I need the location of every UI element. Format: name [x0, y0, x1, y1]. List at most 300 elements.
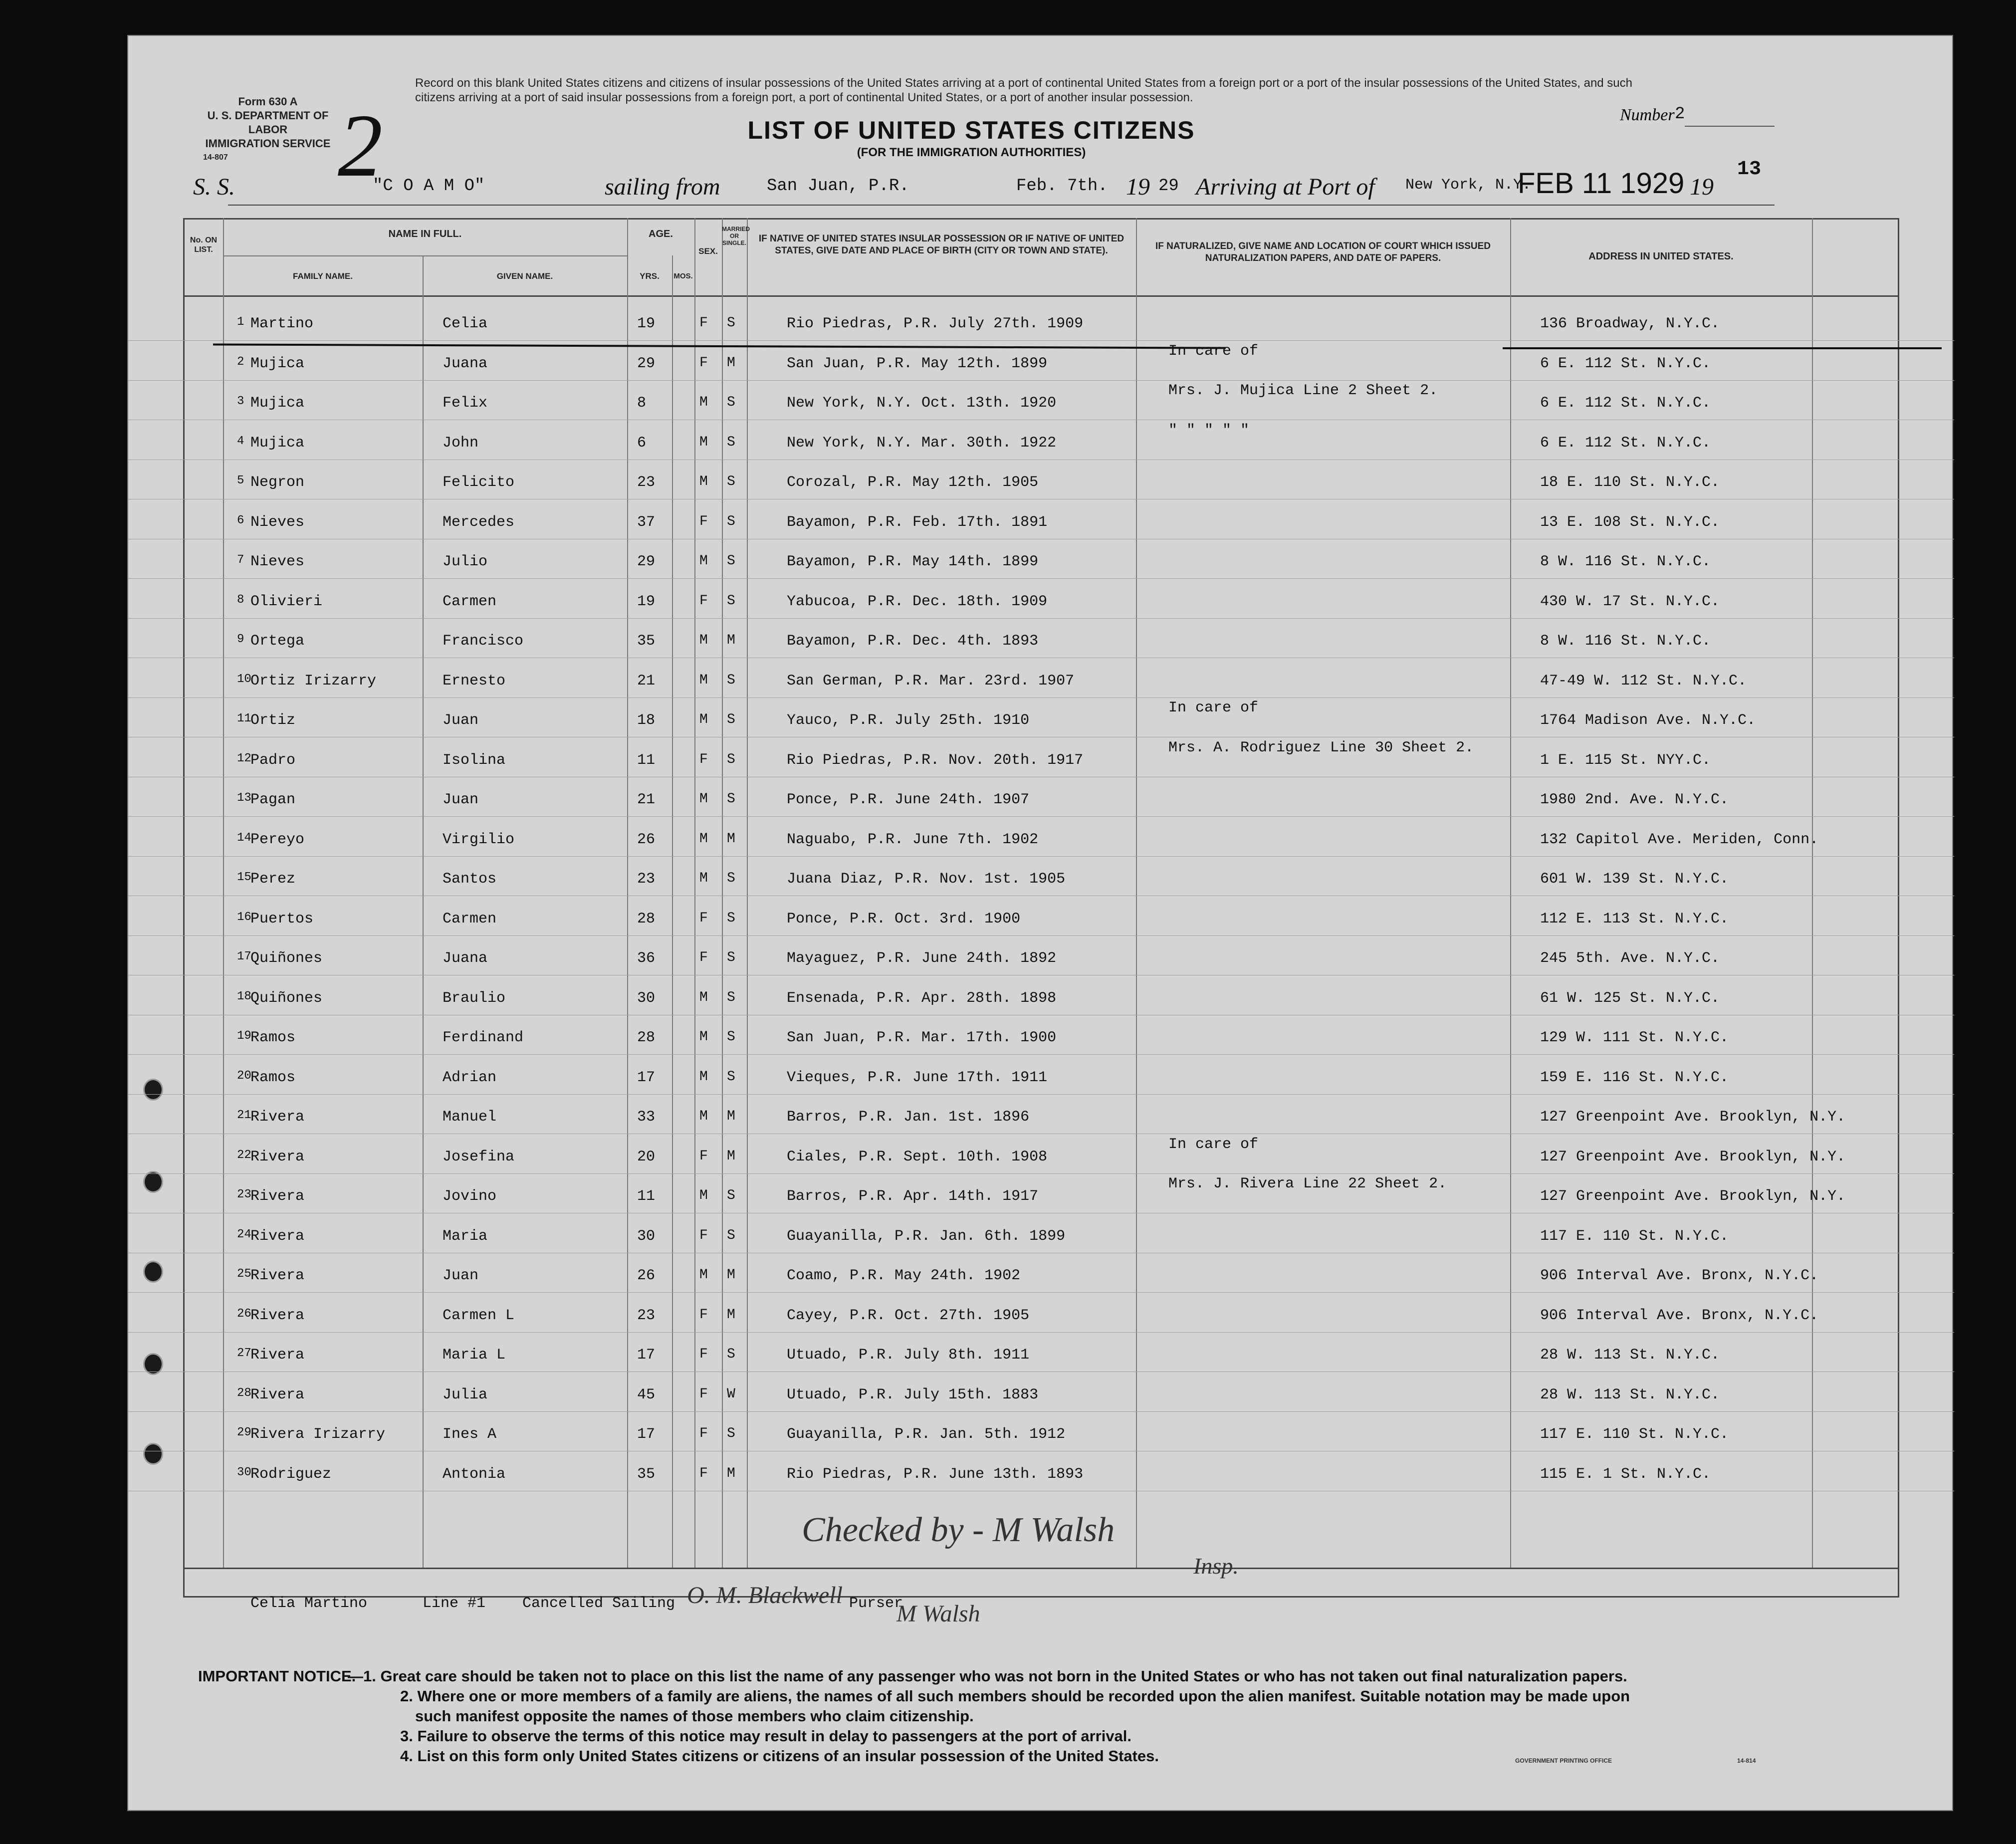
- row-age: 35: [637, 1465, 656, 1483]
- sailing-from-label: sailing from: [605, 174, 720, 200]
- row-family-name: Ortiz Irizarry: [250, 672, 377, 690]
- row-given-name: Isolina: [443, 751, 506, 769]
- row-birth: Corozal, P.R. May 12th. 1905: [787, 474, 1039, 491]
- row-given-name: Francisco: [443, 633, 524, 650]
- row-sex: F: [699, 910, 708, 926]
- punch-hole: [143, 1079, 163, 1101]
- row-no: 16: [237, 910, 251, 924]
- purser-initials: M Walsh: [896, 1601, 980, 1627]
- row-rule: [128, 1411, 1954, 1412]
- row-birth: Utuado, P.R. July 15th. 1883: [787, 1386, 1039, 1403]
- row-marital-status: S: [727, 395, 735, 410]
- row-family-name: Rivera: [250, 1227, 305, 1245]
- row-sex: M: [699, 1109, 708, 1124]
- cancel-line: Line #1: [423, 1595, 486, 1612]
- row-family-name: Ramos: [250, 1069, 296, 1086]
- row-address: 1764 Madison Ave. N.Y.C.: [1540, 712, 1756, 729]
- row-marital-status: S: [727, 553, 735, 569]
- row-given-name: Juan: [443, 712, 479, 729]
- row-given-name: Braulio: [443, 989, 506, 1007]
- row-marital-status: W: [727, 1386, 735, 1402]
- row-sex: M: [699, 831, 708, 847]
- row-marital-status: M: [727, 1148, 735, 1164]
- header-birth: IF NATIVE OF UNITED STATES INSULAR POSSESSION OR IF NATIVE OF UNITED STATES, GIVE DATE AND PLACE OF BIRTH (CITY OR TOWN AND STATE).: [758, 233, 1124, 256]
- row-rule: [128, 1332, 1954, 1333]
- row-sex: M: [699, 1188, 708, 1203]
- row-marital-status: S: [727, 1188, 735, 1203]
- row-no: 13: [237, 791, 251, 805]
- row-given-name: Jovino: [443, 1188, 497, 1205]
- row-sex: F: [699, 593, 708, 609]
- row-family-name: Rivera: [250, 1386, 305, 1403]
- form-code: 14-807: [203, 153, 228, 162]
- row-sex: F: [699, 315, 708, 331]
- row-address: 117 E. 110 St. N.Y.C.: [1540, 1426, 1729, 1443]
- checked-by-annotation: Checked by - M Walsh: [802, 1511, 1115, 1549]
- row-address: 47-49 W. 112 St. N.Y.C.: [1540, 672, 1747, 690]
- row-age: 8: [637, 395, 647, 412]
- header-mos: MOS.: [673, 272, 693, 280]
- row-sex: F: [699, 1426, 708, 1441]
- row-sex: F: [699, 950, 708, 965]
- row-no: 3: [237, 395, 244, 408]
- row-family-name: Rivera: [250, 1188, 305, 1205]
- row-sex: M: [699, 871, 708, 886]
- row-birth: Vieques, P.R. June 17th. 1911: [787, 1069, 1048, 1086]
- row-age: 26: [637, 831, 656, 848]
- page-title: LIST OF UNITED STATES CITIZENS: [747, 116, 1195, 144]
- row-marital-status: S: [727, 989, 735, 1005]
- row-no: 28: [237, 1386, 251, 1400]
- row-given-name: Juana: [443, 950, 488, 967]
- printer-code: 14-814: [1737, 1757, 1756, 1764]
- header-given-name: GIVEN NAME.: [496, 271, 553, 281]
- col-line: [694, 218, 695, 1568]
- row-family-name: Martino: [250, 315, 314, 332]
- row-birth: Guayanilla, P.R. Jan. 5th. 1912: [787, 1426, 1066, 1443]
- row-age: 17: [637, 1347, 656, 1364]
- row-no: 15: [237, 871, 251, 884]
- notice-2: 2. Where one or more members of a family are aliens, the names of all such members should be recorded upon the alien manifest. Suitable notation may be made upon: [400, 1687, 1630, 1705]
- row-sex: F: [699, 1148, 708, 1164]
- header-naturalized: IF NATURALIZED, GIVE NAME AND LOCATION OF COURT WHICH ISSUED NATURALIZATION PAPERS, AND DATE OF PAPERS.: [1155, 241, 1491, 263]
- row-rule: [128, 1054, 1954, 1055]
- row-age: 28: [637, 1029, 656, 1046]
- header-yrs: YRS.: [640, 271, 660, 281]
- row-address: 1980 2nd. Ave. N.Y.C.: [1540, 791, 1729, 808]
- row-sex: M: [699, 474, 708, 489]
- row-no: 25: [237, 1267, 251, 1281]
- row-marital-status: S: [727, 1426, 735, 1441]
- row-birth: Ponce, P.R. Oct. 3rd. 1900: [787, 910, 1021, 927]
- row-family-name: Mujica: [250, 395, 305, 412]
- row-address: 18 E. 110 St. N.Y.C.: [1540, 474, 1720, 491]
- row-birth: Barros, P.R. Apr. 14th. 1917: [787, 1188, 1039, 1205]
- row-age: 28: [637, 910, 656, 927]
- row-marital-status: S: [727, 672, 735, 688]
- row-given-name: Felicito: [443, 474, 515, 491]
- row-birth: Utuado, P.R. July 8th. 1911: [787, 1347, 1030, 1364]
- row-age: 23: [637, 474, 656, 491]
- row-birth: Coamo, P.R. May 24th. 1902: [787, 1267, 1021, 1284]
- row-marital-status: S: [727, 910, 735, 926]
- row-rule: [128, 816, 1954, 817]
- row-family-name: Pereyo: [250, 831, 305, 848]
- row-marital-status: S: [727, 791, 735, 807]
- row-marital-status: S: [727, 712, 735, 727]
- row-rule: [128, 380, 1954, 381]
- row-naturalization: Mrs. J. Rivera Line 22 Sheet 2.: [1168, 1175, 1447, 1192]
- row-address: 6 E. 112 St. N.Y.C.: [1540, 395, 1711, 412]
- row-sex: F: [699, 1347, 708, 1362]
- row-no: 8: [237, 593, 244, 607]
- notice-2-cont: such manifest opposite the names of those members who claim citizenship.: [415, 1707, 974, 1725]
- row-no: 30: [237, 1465, 251, 1479]
- row-sex: M: [699, 1069, 708, 1085]
- row-sex: F: [699, 513, 708, 529]
- row-sex: M: [699, 1029, 708, 1045]
- row-marital-status: M: [727, 355, 735, 371]
- row-family-name: Rivera: [250, 1109, 305, 1126]
- arrival-date-stamp: FEB 11 1929: [1518, 167, 1685, 200]
- row-address: 136 Broadway, N.Y.C.: [1540, 315, 1720, 332]
- notice-1: —1. Great care should be taken not to place on this list the name of any passenger who was not born in the United States or who has not taken out final naturalization papers.: [348, 1667, 1627, 1685]
- row-no: 24: [237, 1227, 251, 1241]
- row-no: 9: [237, 633, 244, 646]
- row-given-name: Felix: [443, 395, 488, 412]
- row-given-name: Carmen L: [443, 1307, 515, 1324]
- row-given-name: Josefina: [443, 1148, 515, 1165]
- row-given-name: Ferdinand: [443, 1029, 524, 1046]
- header-married-single: MARRIED OR SINGLE.: [722, 226, 750, 246]
- row-age: 18: [637, 712, 656, 729]
- row-no: 12: [237, 751, 251, 765]
- row-address: 6 E. 112 St. N.Y.C.: [1540, 434, 1711, 452]
- row-age: 29: [637, 553, 656, 570]
- col-line: [747, 218, 748, 1568]
- row-sex: F: [699, 1307, 708, 1323]
- row-given-name: Santos: [443, 871, 497, 888]
- punch-hole: [143, 1443, 163, 1465]
- row-marital-status: S: [727, 871, 735, 886]
- row-age: 36: [637, 950, 656, 967]
- row-birth: Bayamon, P.R. May 14th. 1899: [787, 553, 1039, 570]
- row-address: 127 Greenpoint Ave. Brooklyn, N.Y.: [1540, 1148, 1846, 1165]
- row-birth: San German, P.R. Mar. 23rd. 1907: [787, 672, 1075, 690]
- sailing-date: Feb. 7th.: [1016, 177, 1108, 196]
- row-address: 906 Interval Ave. Bronx, N.Y.C.: [1540, 1267, 1819, 1284]
- row-address: 601 W. 139 St. N.Y.C.: [1540, 871, 1729, 888]
- row-birth: Guayanilla, P.R. Jan. 6th. 1899: [787, 1227, 1066, 1245]
- row-age: 37: [637, 513, 656, 531]
- row-sex: F: [699, 1227, 708, 1243]
- row-birth: Yauco, P.R. July 25th. 1910: [787, 712, 1030, 729]
- punch-hole: [143, 1261, 163, 1283]
- row-naturalization: " " " " ": [1168, 422, 1250, 439]
- ss-label: S. S.: [193, 174, 235, 200]
- manifest-sheet: [127, 35, 1953, 1811]
- row-family-name: Ramos: [250, 1029, 296, 1046]
- header-name-in-full: NAME IN FULL.: [388, 229, 462, 239]
- row-birth: Rio Piedras, P.R. Nov. 20th. 1917: [787, 751, 1084, 769]
- notice-title: IMPORTANT NOTICE.: [198, 1667, 356, 1685]
- row-marital-status: S: [727, 474, 735, 489]
- row-family-name: Rivera: [250, 1307, 305, 1324]
- row-marital-status: S: [727, 1347, 735, 1362]
- row-given-name: Adrian: [443, 1069, 497, 1086]
- row-given-name: Juan: [443, 1267, 479, 1284]
- row-age: 45: [637, 1386, 656, 1403]
- row-given-name: Juan: [443, 791, 479, 808]
- row-age: 30: [637, 989, 656, 1007]
- number-value: 2: [1675, 105, 1685, 124]
- row-no: 5: [237, 474, 244, 487]
- row-rule: [128, 340, 1954, 341]
- row-given-name: Julia: [443, 1386, 488, 1403]
- purser-signature: O. M. Blackwell: [687, 1582, 843, 1609]
- row-family-name: Ortega: [250, 633, 305, 650]
- row-address: 129 W. 111 St. N.Y.C.: [1540, 1029, 1729, 1046]
- col-line: [423, 255, 424, 1568]
- row-no: 14: [237, 831, 251, 845]
- row-birth: New York, N.Y. Oct. 13th. 1920: [787, 395, 1057, 412]
- col-line: [1136, 218, 1137, 1568]
- row-address: 28 W. 113 St. N.Y.C.: [1540, 1347, 1720, 1364]
- row-birth: Naguabo, P.R. June 7th. 1902: [787, 831, 1039, 848]
- row-no: 4: [237, 434, 244, 448]
- row-sex: M: [699, 633, 708, 648]
- row-address: 117 E. 110 St. N.Y.C.: [1540, 1227, 1729, 1245]
- year-prefix: 19: [1126, 174, 1150, 200]
- ship-name: "C O A M O": [373, 177, 485, 196]
- row-naturalization: In care of: [1168, 699, 1259, 716]
- row-no: 11: [237, 712, 251, 725]
- header-no: No. ON LIST.: [190, 236, 218, 254]
- row-naturalization: Mrs. A. Rodriguez Line 30 Sheet 2.: [1168, 739, 1474, 756]
- row-given-name: Ines A: [443, 1426, 497, 1443]
- row-sex: M: [699, 791, 708, 807]
- row-rule: [128, 1292, 1954, 1293]
- from-port: San Juan, P.R.: [767, 177, 909, 196]
- row-birth: Ensenada, P.R. Apr. 28th. 1898: [787, 989, 1057, 1007]
- row-age: 30: [637, 1227, 656, 1245]
- row-age: 19: [637, 593, 656, 610]
- row-rule: [128, 618, 1954, 619]
- arriving-label: Arriving at Port of: [1196, 174, 1375, 200]
- row-family-name: Rivera: [250, 1148, 305, 1165]
- row-given-name: John: [443, 434, 479, 452]
- row-marital-status: S: [727, 950, 735, 965]
- department: U. S. DEPARTMENT OF LABOR: [207, 109, 329, 136]
- service: IMMIGRATION SERVICE: [205, 137, 331, 150]
- row-marital-status: S: [727, 1227, 735, 1243]
- row-address: 127 Greenpoint Ave. Brooklyn, N.Y.: [1540, 1109, 1846, 1126]
- row-sex: F: [699, 355, 708, 371]
- header-divider: [183, 295, 1899, 297]
- row-age: 20: [637, 1148, 656, 1165]
- row-naturalization: In care of: [1168, 1136, 1259, 1153]
- row-given-name: Julio: [443, 553, 488, 570]
- row-marital-status: S: [727, 1069, 735, 1085]
- footer-divider: [183, 1568, 1899, 1569]
- row-birth: Yabucoa, P.R. Dec. 18th. 1909: [787, 593, 1048, 610]
- arrival-port: New York, N.Y.: [1405, 177, 1532, 194]
- row-family-name: Rodriguez: [250, 1465, 332, 1483]
- row-age: 23: [637, 871, 656, 888]
- row-naturalization: Mrs. J. Mujica Line 2 Sheet 2.: [1168, 382, 1438, 399]
- notice-4: 4. List on this form only United States citizens or citizens of an insular possession of the United States.: [400, 1747, 1159, 1765]
- row-no: 20: [237, 1069, 251, 1083]
- row-no: 7: [237, 553, 244, 567]
- row-age: 21: [637, 791, 656, 808]
- punch-hole: [143, 1171, 163, 1193]
- sailing-year: 29: [1158, 177, 1179, 196]
- row-age: 33: [637, 1109, 656, 1126]
- printer-credit: GOVERNMENT PRINTING OFFICE: [1515, 1757, 1612, 1764]
- row-no: 10: [237, 672, 251, 686]
- row-marital-status: S: [727, 513, 735, 529]
- row-marital-status: M: [727, 633, 735, 648]
- row-given-name: Antonia: [443, 1465, 506, 1483]
- row-sex: M: [699, 712, 708, 727]
- row-address: 8 W. 116 St. N.Y.C.: [1540, 553, 1711, 570]
- col-line: [672, 255, 673, 1568]
- purser-label: Purser: [849, 1595, 903, 1612]
- row-sex: M: [699, 1267, 708, 1283]
- row-rule: [128, 935, 1954, 936]
- row-no: 23: [237, 1188, 251, 1201]
- row-sex: F: [699, 751, 708, 767]
- row-no: 17: [237, 950, 251, 963]
- row-no: 22: [237, 1148, 251, 1162]
- number-label: Number: [1620, 106, 1675, 124]
- row-birth: Ponce, P.R. June 24th. 1907: [787, 791, 1030, 808]
- row-age: 21: [637, 672, 656, 690]
- row-birth: San Juan, P.R. Mar. 17th. 1900: [787, 1029, 1057, 1046]
- row-age: 35: [637, 633, 656, 650]
- row-given-name: Maria: [443, 1227, 488, 1245]
- row-given-name: Juana: [443, 355, 488, 372]
- col-line: [223, 218, 224, 1568]
- row-birth: Barros, P.R. Jan. 1st. 1896: [787, 1109, 1030, 1126]
- row-sex: M: [699, 672, 708, 688]
- row-family-name: Perez: [250, 871, 296, 888]
- row-family-name: Rivera: [250, 1347, 305, 1364]
- row-address: 245 5th. Ave. N.Y.C.: [1540, 950, 1720, 967]
- row-family-name: Olivieri: [250, 593, 323, 610]
- row-no: 21: [237, 1109, 251, 1122]
- name-subheader-line: [223, 255, 627, 256]
- row-family-name: Quiñones: [250, 950, 323, 967]
- header-sex: SEX.: [698, 246, 718, 256]
- row-marital-status: S: [727, 434, 735, 450]
- row-address: 127 Greenpoint Ave. Brooklyn, N.Y.: [1540, 1188, 1846, 1205]
- row-address: 430 W. 17 St. N.Y.C.: [1540, 593, 1720, 610]
- voyage-underline: [228, 205, 1775, 206]
- row-family-name: Rivera: [250, 1267, 305, 1284]
- row-no: 27: [237, 1347, 251, 1360]
- row-marital-status: M: [727, 1307, 735, 1323]
- row-no: 29: [237, 1426, 251, 1439]
- row-birth: Mayaguez, P.R. June 24th. 1892: [787, 950, 1057, 967]
- number-underline: [1685, 126, 1775, 127]
- row-family-name: Padro: [250, 751, 296, 769]
- row-rule: [128, 578, 1954, 579]
- row-address: 906 Interval Ave. Bronx, N.Y.C.: [1540, 1307, 1819, 1324]
- notice-3: 3. Failure to observe the terms of this notice may result in delay to passengers at the port of arrival.: [400, 1727, 1132, 1745]
- row-family-name: Quiñones: [250, 989, 323, 1007]
- row-age: 11: [637, 751, 656, 769]
- row-sex: M: [699, 434, 708, 450]
- row-birth: Ciales, P.R. Sept. 10th. 1908: [787, 1148, 1048, 1165]
- row-marital-status: S: [727, 751, 735, 767]
- row-birth: Bayamon, P.R. Dec. 4th. 1893: [787, 633, 1039, 650]
- row-address: 61 W. 125 St. N.Y.C.: [1540, 989, 1720, 1007]
- row-address: 8 W. 116 St. N.Y.C.: [1540, 633, 1711, 650]
- form-id-block: [203, 95, 333, 165]
- header-family-name: FAMILY NAME.: [293, 271, 353, 281]
- row-address: 159 E. 116 St. N.Y.C.: [1540, 1069, 1729, 1086]
- row-family-name: Puertos: [250, 910, 314, 927]
- row-marital-status: M: [727, 1267, 735, 1283]
- header-address: ADDRESS IN UNITED STATES.: [1588, 251, 1734, 262]
- row-birth: Cayey, P.R. Oct. 27th. 1905: [787, 1307, 1030, 1324]
- sheet-number: 13: [1737, 158, 1762, 181]
- row-age: 23: [637, 1307, 656, 1324]
- row-address: 115 E. 1 St. N.Y.C.: [1540, 1465, 1711, 1483]
- row-sex: F: [699, 1465, 708, 1481]
- header-age: AGE.: [649, 229, 673, 239]
- row-rule: [128, 1173, 1954, 1174]
- row-rule: [128, 856, 1954, 857]
- row-marital-status: M: [727, 1109, 735, 1124]
- row-address: 13 E. 108 St. N.Y.C.: [1540, 513, 1720, 531]
- row-marital-status: M: [727, 831, 735, 847]
- row-family-name: Nieves: [250, 513, 305, 531]
- row-address: 112 E. 113 St. N.Y.C.: [1540, 910, 1729, 927]
- row-marital-status: S: [727, 315, 735, 331]
- row-rule: [128, 697, 1954, 698]
- row-age: 19: [637, 315, 656, 332]
- row-birth: Juana Diaz, P.R. Nov. 1st. 1905: [787, 871, 1066, 888]
- row-age: 6: [637, 434, 647, 452]
- row-no: 1: [237, 315, 244, 329]
- row-given-name: Mercedes: [443, 513, 515, 531]
- row-given-name: Maria L: [443, 1347, 506, 1364]
- row-no: 19: [237, 1029, 251, 1043]
- row-given-name: Manuel: [443, 1109, 497, 1126]
- row-birth: New York, N.Y. Mar. 30th. 1922: [787, 434, 1057, 452]
- row-family-name: Nieves: [250, 553, 305, 570]
- row-given-name: Celia: [443, 315, 488, 332]
- handwritten-number: 2: [338, 96, 383, 195]
- row-address: 1 E. 115 St. NYY.C.: [1540, 751, 1711, 769]
- row-no: 6: [237, 513, 244, 527]
- row-birth: Bayamon, P.R. Feb. 17th. 1891: [787, 513, 1048, 531]
- row-birth: San Juan, P.R. May 12th. 1899: [787, 355, 1048, 372]
- row-birth: Rio Piedras, P.R. June 13th. 1893: [787, 1465, 1084, 1483]
- col-line: [1510, 218, 1511, 1568]
- row-given-name: Carmen: [443, 593, 497, 610]
- row-sex: F: [699, 1386, 708, 1402]
- row-address: 6 E. 112 St. N.Y.C.: [1540, 355, 1711, 372]
- row-sex: M: [699, 989, 708, 1005]
- row-no: 26: [237, 1307, 251, 1321]
- row-family-name: Mujica: [250, 434, 305, 452]
- row-age: 17: [637, 1069, 656, 1086]
- instruction-text: Record on this blank United States citizens and citizens of insular possessions of the United States arriving at a port of continental United States from a foreign port or a port of the insular possessions of the United States, and such citizens arriving at a port of said insular possessions from a foreign port, a port of continental United States, or a port of another insular possession.: [415, 76, 1632, 104]
- row-family-name: Pagan: [250, 791, 296, 808]
